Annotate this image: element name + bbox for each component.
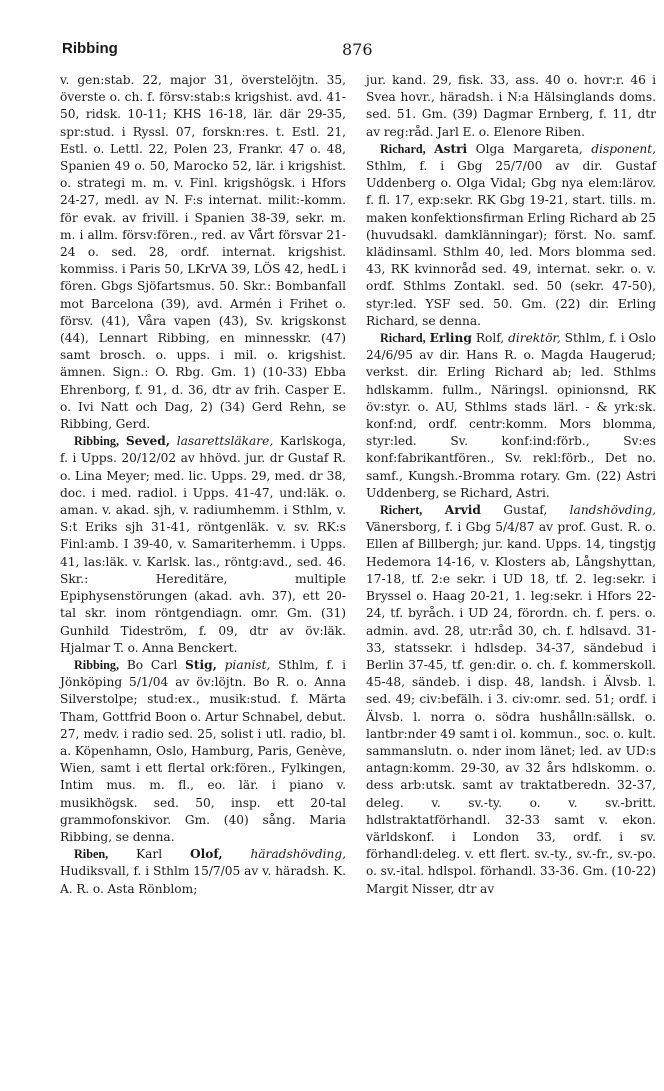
entry-text: Sthlm, f. i Oslo 24/6/95 av dir. Hans R. o. Magda Haugerud; verkst. dir. Erling Richard ab; led. Sthlms hdlskamm. fullm., Näringsl. opinionsnd, RK öv:styr. o. AU, Sthlms stads lärl. - & yrk:sk. konf:nd, ordf. centr:komm. Mors blomma, styr:led. Sv. konf:ind:förb., Sv:es konf:fabrikantfören., Sv. rekl:förb., Det no. samf., Kungsh.-Bromma rotary. Gm. (22) Astri Uddenberg, se Richard, Astri. [366, 331, 657, 500]
entry-title: disponent, [591, 141, 657, 156]
entry-richard-astri [366, 141, 656, 330]
entry-given-name: Astri [434, 141, 468, 156]
entry-richard-erling [366, 330, 656, 502]
entry-continuation [60, 72, 346, 433]
entry-text: Vänersborg, f. i Gbg 5/4/87 av prof. Gust. R. o. Ellen af Billbergh; jur. kand. Upps. 14, tingstjg Hedemora 14-16, v. Klosters ab, Långshyttan, 17-18, tf. 2:e sekr. i UD 18, tf. 2. leg:sekr. i Bryssel o. Haag 20-21, 1. leg:sekr. i Hfors 22-24, tf. byråch. i UD 24, förordn. ch. f. pers. o. admin. avd. 28, utr:råd 30, ch. f. hdlsavd. 31-33, statssekr. i hdlsdep. 34-37, sändebud i Berlin 37-45, tf. gen:dir. o. ch. f. kommerskoll. 45-48, sändeb. i disp. 48, landsh. i Älvsb. l. sed. 49; civ:befälh. i 3. civ:omr. sed. 51; ordf. i Älvsb. l. norra o. södra hushålln:sällsk. o. lantbr:nder 49 samt i ol. kommun., soc. o. kult. sammanslutn. o. nder inom länet; led. av UD:s antagn:komm. 29-30, av 32 års hdlskomm. o. dess arb:utsk. samt av traktatberedn. 32-37, deleg. v. sv.-ty. o. v. sv.-britt. hdlstraktatförhandl. 32-33 samt v. ekon. världskonf. i London 33, ordf. i sv. förhandl:deleg. v. ett flert. sv.-ty., sv.-fr., sv.-po. o. sv.-ital. hdlspol. förhandl. 33-36. Gm. (10-22) Margit Nisser, dtr av [366, 520, 656, 896]
page-header [62, 40, 624, 64]
entry-ribbing-seved [60, 433, 346, 657]
entry-text: jur. kand. 29, fisk. 33, ass. 40 o. hovr:r. 46 i Svea hovr., häradsh. i N:a Hälsinglands doms. sed. 51. Gm. (39) Dagmar Ernberg, f. 11, dtr av reg:råd. Jarl E. o. Elenore Riben. [366, 73, 656, 139]
entry-prefix: Bo Carl [126, 657, 178, 672]
entry-surname: Richert, [380, 503, 423, 518]
entry-title: direktör, [508, 331, 561, 346]
entry-continuation [366, 72, 656, 141]
entry-prefix: Karl [136, 847, 163, 862]
entry-given-name: Olof, [190, 847, 223, 862]
entry-text: Sthlm, f. i Gbg 25/7/00 av dir. Gustaf Uddenberg o. Olga Vidal; Gbg nya elem:lärov. f. fl. 17, exp:sekr. RK Gbg 19-21, start. tills. m. maken konfektionsfirman Erling Richard ab 25 (huvudsakl. damklänningar); först. No. samf. klädinsaml. Sthlm 40, led. Mors blomma sed. 43, RK kvinnoråd sed. 49, internat. sekr. o. v. ordf. Sthlms Zontakl. sed. 50 (sekr. 47-50), styr:led. YSF sed. 50. Gm. (22) dir. Erling Richard, se denna. [366, 159, 656, 328]
entry-richert-arvid [366, 502, 656, 898]
entry-given-name: Seved, [125, 434, 170, 449]
entry-text: Sthlm, f. i Jönköping 5/1/04 av öv:löjtn. Bo R. o. Anna Silverstolpe; stud:ex., musik:stud. f. Märta Tham, Gottfrid Boon o. Artur Schnabel, debut. 27, medv. i radio sed. 25, solist i utl. radio, bl. a. Köpenhamn, Oslo, Hamburg, Paris, Genève, Wien, samt i ett flertal ork:fören., Fylkingen, Intim mus. m. fl., eo. lär. i piano v. musikhögsk. sed. 50, insp. ett 20-tal grammofonskivor. Gm. (40) sång. Maria Ribbing, se denna. [60, 657, 346, 844]
entry-middle-names: Rolf, [475, 331, 505, 346]
page-number: 876 [342, 40, 373, 59]
running-head: Ribbing [62, 40, 118, 57]
entry-middle-names: Gustaf, [503, 503, 548, 518]
entry-given-name: Stig, [185, 657, 217, 672]
entry-surname: Ribbing, [74, 657, 120, 672]
entry-riben-olof [60, 846, 346, 898]
left-column [60, 72, 346, 898]
entry-surname: Ribbing, [74, 434, 120, 449]
entry-text: v. gen:stab. 22, major 31, överstelöjtn. 35, överste o. ch. f. försv:stab:s krigshist. avd. 41-50, ridsk. 10-11; KHS 16-18, lär. där 29-35, spr:stud. i Ryssl. 07, forskn:res. t. Estl. 21, Estl. o. Lettl. 22, Polen 23, Frankr. 47 o. 48, Spanien 49 o. 50, Marocko 52, lär. i krigshist. o. strategi m. m. v. Finl. krigshögsk. i Hfors 24-27, medl. av N. F:s internat. milit:-komm. för evak. av frivill. i Spanien 38-39, sekr. m. m. i allm. försv:fören., red. av Vårt försvar 21-24 o. sed. 28, ordf. internat. krigshist. kommiss. i Paris 50, LKrVA 39, LÖS 42, hedL i fören. Gbgs Sjöfartsmus. 50. Skr.: Bombanfall mot Barcelona (39), avd. Armén i Frihet o. försv. (41), Våra vapen (43), Sv. krigskonst (44), Lennart Ribbing, en minnesskr. (47) samt brosch. o. upps. i mil. o. krigshist. ämnen. Sign.: O. Rbg. Gm. 1) (10-33) Ebba Ehrenborg, f. 91, d. 36, dtr av frih. Casper E. o. Ivi Natt och Dag, 2) (34) Gerd Rehn, se Ribbing, Gerd. [60, 73, 346, 432]
entry-surname: Riben, [74, 847, 109, 862]
entry-text: Karlskoga, f. i Upps. 20/12/02 av hhövd. jur. dr Gustaf R. o. Lina Meyer; med. lic. Upps. 29, med. dr 38, doc. i med. radiol. i Upps. 41-47, und:läk. o. aman. v. akad. sjh, v. radiumhemm. i Sthlm, v. S:t Eriks sjh 31-41, röntgenläk. v. sv. RK:s Finl:amb. I 39-40, v. Samariterhemm. i Upps. 41, las:läk. v. Karlsk. las., röntg:avd., sed. 46. Skr.: Hereditäre, multiple Epiphysenstörungen (akad. avh. 37), ett 20-tal skr. inom röntgendiagn. omr. Gm. (31) Gunhild Tideström, f. 09, dtr av öv:läk. Hjalmar T. o. Anna Benckert. [60, 434, 346, 655]
entry-surname: Richard, [380, 141, 426, 156]
entry-surname: Richard, [380, 331, 426, 346]
entry-title: pianist, [224, 657, 271, 672]
entry-text: Hudiksvall, f. i Sthlm 15/7/05 av v. häradsh. K. A. R. o. Asta Rönblom; [60, 864, 346, 896]
entry-ribbing-stig [60, 657, 346, 846]
entry-title: häradshövding, [250, 847, 346, 862]
entry-middle-names: Olga Margareta, [475, 141, 583, 156]
entry-given-name: Erling [429, 331, 472, 346]
entry-given-name: Arvid [444, 503, 481, 518]
entry-title: lasarettsläkare, [176, 434, 274, 449]
right-column [366, 72, 656, 898]
entry-title: landshövding, [569, 503, 657, 518]
